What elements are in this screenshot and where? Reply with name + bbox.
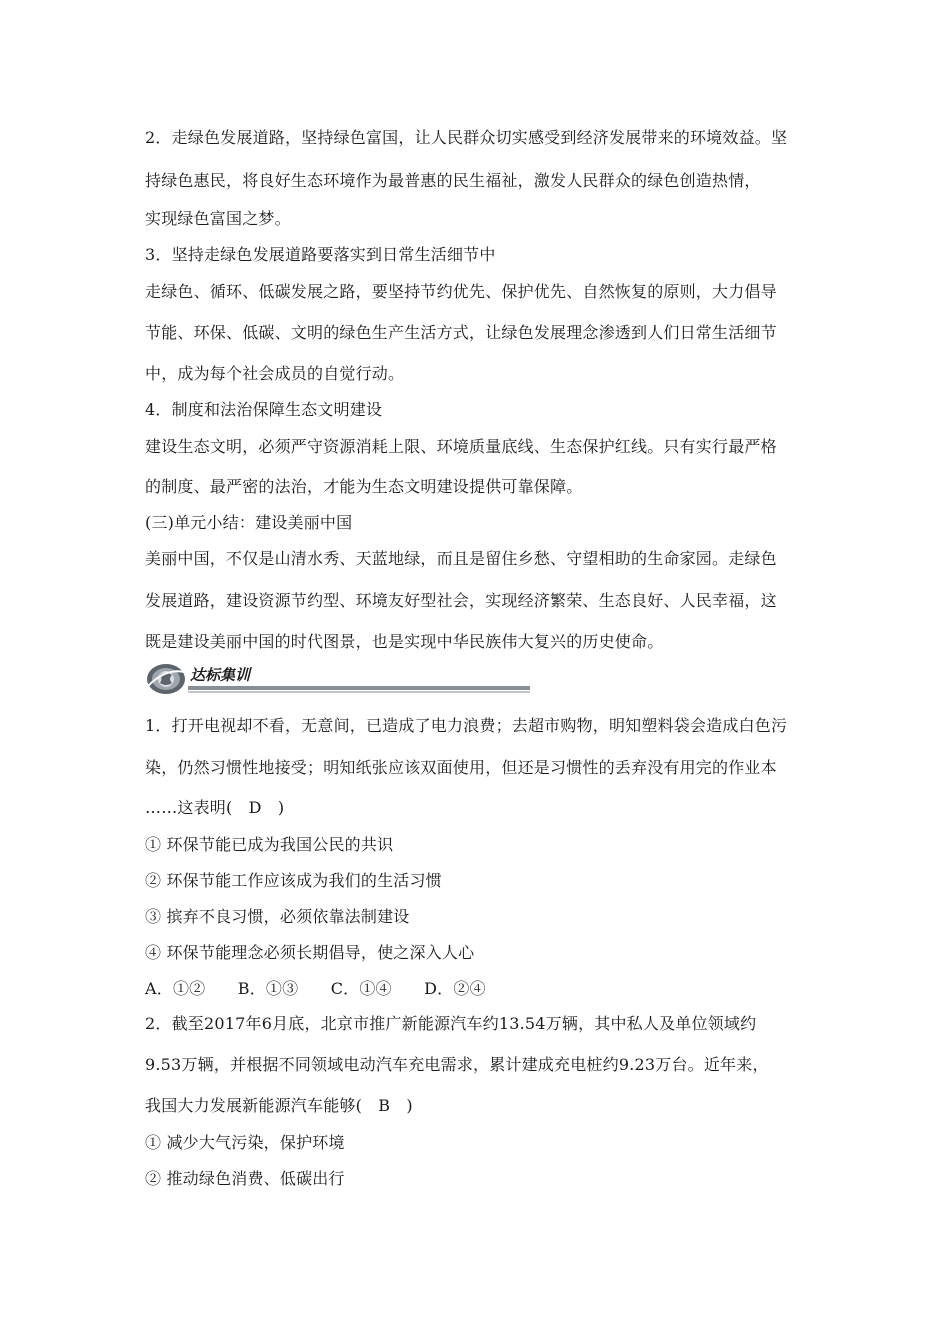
text-line: 持绿色惠民，将良好生态环境作为最普惠的民生福祉，激发人民群众的绿色创造热情， (145, 171, 761, 190)
section-banner (140, 660, 530, 704)
heading-3: 3．坚持走绿色发展道路要落实到日常生活细节中 (145, 245, 496, 264)
option-item: ④ 环保节能理念必须长期倡导，使之深入人心 (145, 943, 475, 962)
text-line: 走绿色、循环、低碳发展之路，要坚持节约优先、保护优先、自然恢复的原则，大力倡导 (145, 282, 777, 301)
unit-summary-heading: (三)单元小结：建设美丽中国 (145, 513, 353, 532)
text-line: 的制度、最严密的法治，才能为生态文明建设提供可靠保障。 (145, 477, 583, 496)
question-2-text: 我国大力发展新能源汽车能够( B ) (145, 1096, 413, 1115)
option-item: ① 减少大气污染，保护环境 (145, 1133, 345, 1152)
question-1-text: ……这表明( D ) (145, 798, 285, 817)
text-line: 美丽中国，不仅是山清水秀、天蓝地绿，而且是留住乡愁、守望相助的生命家园。走绿色 (145, 549, 777, 568)
text-line: 实现绿色富国之梦。 (145, 209, 291, 228)
text-line: 中，成为每个社会成员的自觉行动。 (145, 364, 405, 383)
question-2-text: 9.53万辆，并根据不同领域电动汽车充电需求，累计建成充电桩约9.23万台。近年来， (145, 1055, 769, 1074)
banner-divider-shadow (188, 691, 530, 693)
question-2: 2．截至2017年6月底，北京市推广新能源汽车约13.54万辆，其中私人及单位领域约 (145, 1014, 757, 1033)
text-line: 节能、环保、低碳、文明的绿色生产生活方式，让绿色发展理念渗透到人们日常生活细节 (145, 323, 777, 342)
option-item: ③ 摈弃不良习惯，必须依靠法制建设 (145, 907, 410, 926)
option-item: ② 推动绿色消费、低碳出行 (145, 1169, 345, 1188)
question-1-text: 染，仍然习惯性地接受；明知纸张应该双面使用，但还是习惯性的丢弃没有用完的作业本 (145, 758, 777, 777)
section-title: 达标集训 (190, 666, 251, 684)
banner-divider (188, 686, 530, 690)
option-item: ① 环保节能已成为我国公民的共识 (145, 835, 394, 854)
globe-icon (144, 662, 186, 696)
heading-4: 4．制度和法治保障生态文明建设 (145, 400, 383, 419)
text-line: 发展道路，建设资源节约型、环境友好型社会，实现经济繁荣、生态良好、人民幸福，这 (145, 591, 777, 610)
text-line: 既是建设美丽中国的时代图景，也是实现中华民族伟大复兴的历史使命。 (145, 632, 664, 651)
text-line: 建设生态文明，必须严守资源消耗上限、环境质量底线、生态保护红线。只有实行最严格 (145, 437, 777, 456)
option-item: ② 环保节能工作应该成为我们的生活习惯 (145, 871, 442, 890)
question-1: 1．打开电视却不看，无意间，已造成了电力浪费；去超市购物，明知塑料袋会造成白色污 (145, 716, 788, 735)
text-line: 2．走绿色发展道路，坚持绿色富国，让人民群众切实感受到经济发展带来的环境效益。坚 (145, 128, 788, 147)
answer-choices: A．①② B．①③ C．①④ D．②④ (145, 979, 486, 998)
